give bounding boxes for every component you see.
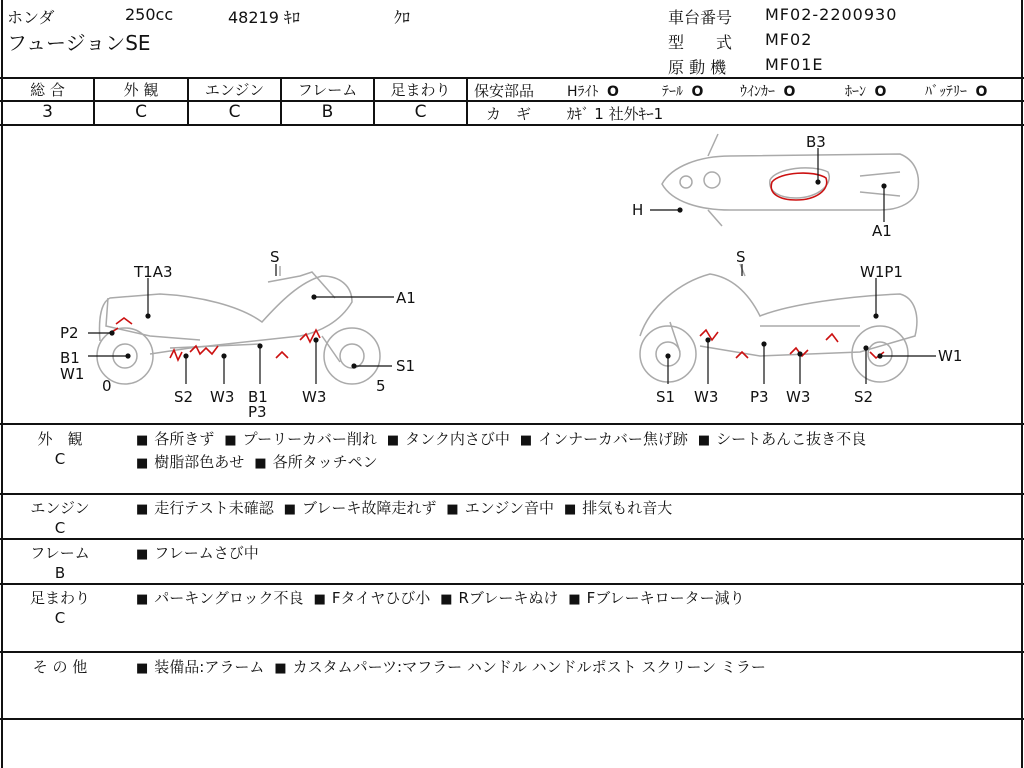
- note-item: エンジン音中: [464, 499, 554, 517]
- note-item: パーキングロック不良: [154, 589, 304, 607]
- note-item: 装備品:アラーム: [154, 658, 265, 676]
- model-name: フュージョンSE: [7, 31, 151, 55]
- diagram-label: B1: [60, 349, 80, 367]
- safety-item-mark: O: [874, 84, 887, 100]
- engine-model-label: 原 動 機: [668, 58, 727, 77]
- diagram-label: S: [270, 248, 280, 266]
- diagram-label: T1A3: [134, 263, 173, 281]
- diagram-label: B3: [806, 133, 826, 151]
- note-item: インナーカバー焦げ跡: [538, 430, 688, 448]
- note-category-label: エンジン: [30, 499, 90, 517]
- diagram-label: A1: [396, 289, 416, 307]
- bullet-square-icon: ■: [136, 433, 149, 448]
- diagram-label: W1P1: [860, 263, 903, 281]
- safety-item-label: ｳｲﾝｶｰ: [740, 84, 775, 100]
- color: ｸﾛ: [394, 8, 411, 27]
- bullet-square-icon: ■: [563, 502, 577, 517]
- safety-item-label: ﾃｰﾙ: [662, 84, 683, 100]
- note-item: ブレーキ故障走れず: [302, 499, 437, 517]
- bullet-square-icon: ■: [283, 502, 296, 517]
- grade-overall-value: 3: [42, 102, 53, 122]
- bullet-square-icon: ■: [254, 456, 267, 471]
- note-item: 走行テスト未確認: [154, 499, 274, 517]
- note-category-grade: B: [54, 564, 66, 582]
- bullet-square-icon: ■: [440, 592, 453, 607]
- left-side-view-outline: [97, 266, 380, 384]
- divider-note-2: [0, 538, 1024, 540]
- bullet-square-icon: ■: [224, 433, 237, 448]
- diagram-label: W3: [302, 388, 327, 406]
- mileage: 48219 ｷﾛ: [228, 8, 300, 27]
- key-value: ｶｷﾞ 1 社外ｷｰ1: [567, 105, 664, 123]
- safety-item-tail: [662, 81, 703, 101]
- note-item: カスタムパーツ:マフラー ハンドル ハンドルポスト スクリーン ミラー: [292, 658, 766, 676]
- diagram-label: W1: [60, 365, 85, 383]
- grade-frame-value: B: [321, 102, 334, 122]
- note-line: [136, 656, 776, 677]
- note-category-label: 足まわり: [29, 589, 90, 607]
- safety-col-divider: [466, 77, 468, 125]
- safety-item-mark: O: [606, 84, 619, 100]
- note-item: Fタイヤひび小: [331, 589, 431, 607]
- diagram-label: B1: [248, 388, 268, 406]
- damage-mark: [826, 334, 838, 342]
- safety-item-mark: O: [975, 84, 988, 100]
- divider-note-1: [0, 493, 1024, 495]
- bullet-square-icon: ■: [446, 502, 459, 517]
- diagram-label: H: [632, 201, 644, 219]
- note-line: [136, 451, 388, 472]
- grade-suspension-label: 足まわり: [390, 81, 451, 99]
- grade-exterior-label: 外 観: [123, 81, 159, 99]
- diagram-label: P2: [60, 324, 79, 342]
- note-item: フレームさび中: [154, 544, 259, 562]
- bullet-square-icon: ■: [568, 592, 581, 607]
- safety-item-battery: [925, 81, 987, 101]
- safety-item-mark: O: [691, 84, 704, 100]
- note-category-grade: C: [54, 609, 66, 627]
- note-item: 各所きず: [154, 430, 215, 448]
- bullet-square-icon: ■: [136, 661, 149, 676]
- bullet-square-icon: ■: [386, 433, 400, 448]
- divider-note-3: [0, 583, 1024, 585]
- diagram-label: S: [736, 248, 746, 266]
- note-category-label: フレーム: [30, 544, 90, 562]
- note-item: 排気もれ音大: [582, 499, 673, 517]
- divider-diagram-bottom: [0, 423, 1024, 425]
- note-item: シートあんこ抜き不良: [716, 430, 867, 448]
- note-line: [136, 497, 682, 518]
- note-line: [136, 428, 876, 449]
- top-view-outline: [662, 134, 918, 226]
- maker: ホンダ: [7, 8, 55, 27]
- diagram-label: A1: [872, 222, 892, 240]
- displacement: 250cc: [125, 5, 174, 24]
- note-item: プーリーカバー削れ: [242, 430, 377, 448]
- diagram-label: P3: [248, 403, 267, 421]
- frame-number-value: MF02-2200930: [765, 5, 898, 24]
- grade-overall-label: 総 合: [30, 81, 65, 99]
- safety-item-label: Hﾗｲﾄ: [567, 84, 599, 100]
- note-line: [136, 587, 755, 608]
- damage-mark: [170, 350, 182, 360]
- safety-item-label: ﾎｰﾝ: [845, 84, 866, 100]
- bullet-square-icon: ■: [519, 433, 533, 448]
- note-item: 樹脂部色あせ: [154, 453, 245, 471]
- note-item: Rブレーキぬけ: [458, 589, 559, 607]
- safety-item-headlight: [567, 81, 619, 101]
- bullet-square-icon: ■: [697, 433, 711, 448]
- bullet-square-icon: ■: [313, 592, 326, 607]
- engine-model-value: MF01E: [765, 55, 824, 74]
- divider-note-4: [0, 651, 1024, 653]
- key-label: カ ギ: [486, 105, 532, 123]
- note-line: [136, 542, 269, 563]
- grade-frame-label: フレーム: [297, 81, 358, 99]
- safety-item-label: ﾊﾞｯﾃﾘｰ: [925, 84, 967, 100]
- diagram-label: 0: [102, 377, 112, 395]
- diagram-label: W3: [210, 388, 235, 406]
- divider-note-5: [0, 718, 1024, 720]
- diagram-label: 5: [376, 377, 386, 395]
- grade-engine-label: エンジン: [204, 81, 265, 99]
- note-item: タンク内さび中: [405, 430, 510, 448]
- bullet-square-icon: ■: [136, 456, 149, 471]
- bullet-square-icon: ■: [136, 547, 149, 562]
- safety-item-horn: [845, 81, 886, 101]
- diagram-label: P3: [750, 388, 769, 406]
- damage-marks: [112, 173, 884, 360]
- grade-suspension-value: C: [414, 102, 427, 122]
- frame-number-label: 車台番号: [668, 8, 733, 27]
- bullet-square-icon: ■: [274, 661, 287, 676]
- diagram-label: W1: [938, 347, 963, 365]
- safety-item-mark: O: [783, 84, 796, 100]
- grade-engine-value: C: [228, 102, 241, 122]
- bullet-square-icon: ■: [136, 502, 149, 517]
- damage-mark: [276, 352, 288, 358]
- note-category-grade: C: [54, 450, 66, 468]
- type-label: 型 式: [668, 33, 733, 52]
- diagram-label: W3: [786, 388, 811, 406]
- diagram-label: W3: [694, 388, 719, 406]
- diagram-label: S2: [174, 388, 194, 406]
- grade-exterior-value: C: [135, 102, 147, 122]
- safety-item-winker: [740, 81, 795, 101]
- diagram-label: S1: [396, 357, 416, 375]
- damage-diagram: [0, 126, 1024, 422]
- type-value: MF02: [765, 30, 813, 49]
- note-category-label: そ の 他: [32, 658, 88, 676]
- note-item: 各所タッチペン: [272, 453, 378, 471]
- note-category-label: 外 観: [37, 430, 83, 448]
- note-category-grade: C: [54, 519, 66, 537]
- diagram-label: S2: [854, 388, 874, 406]
- safety-label: 保安部品: [474, 82, 535, 100]
- note-item: Fブレーキローター減り: [586, 589, 745, 607]
- bullet-square-icon: ■: [136, 592, 149, 607]
- diagram-label: S1: [656, 388, 676, 406]
- right-side-view-outline: [640, 264, 917, 382]
